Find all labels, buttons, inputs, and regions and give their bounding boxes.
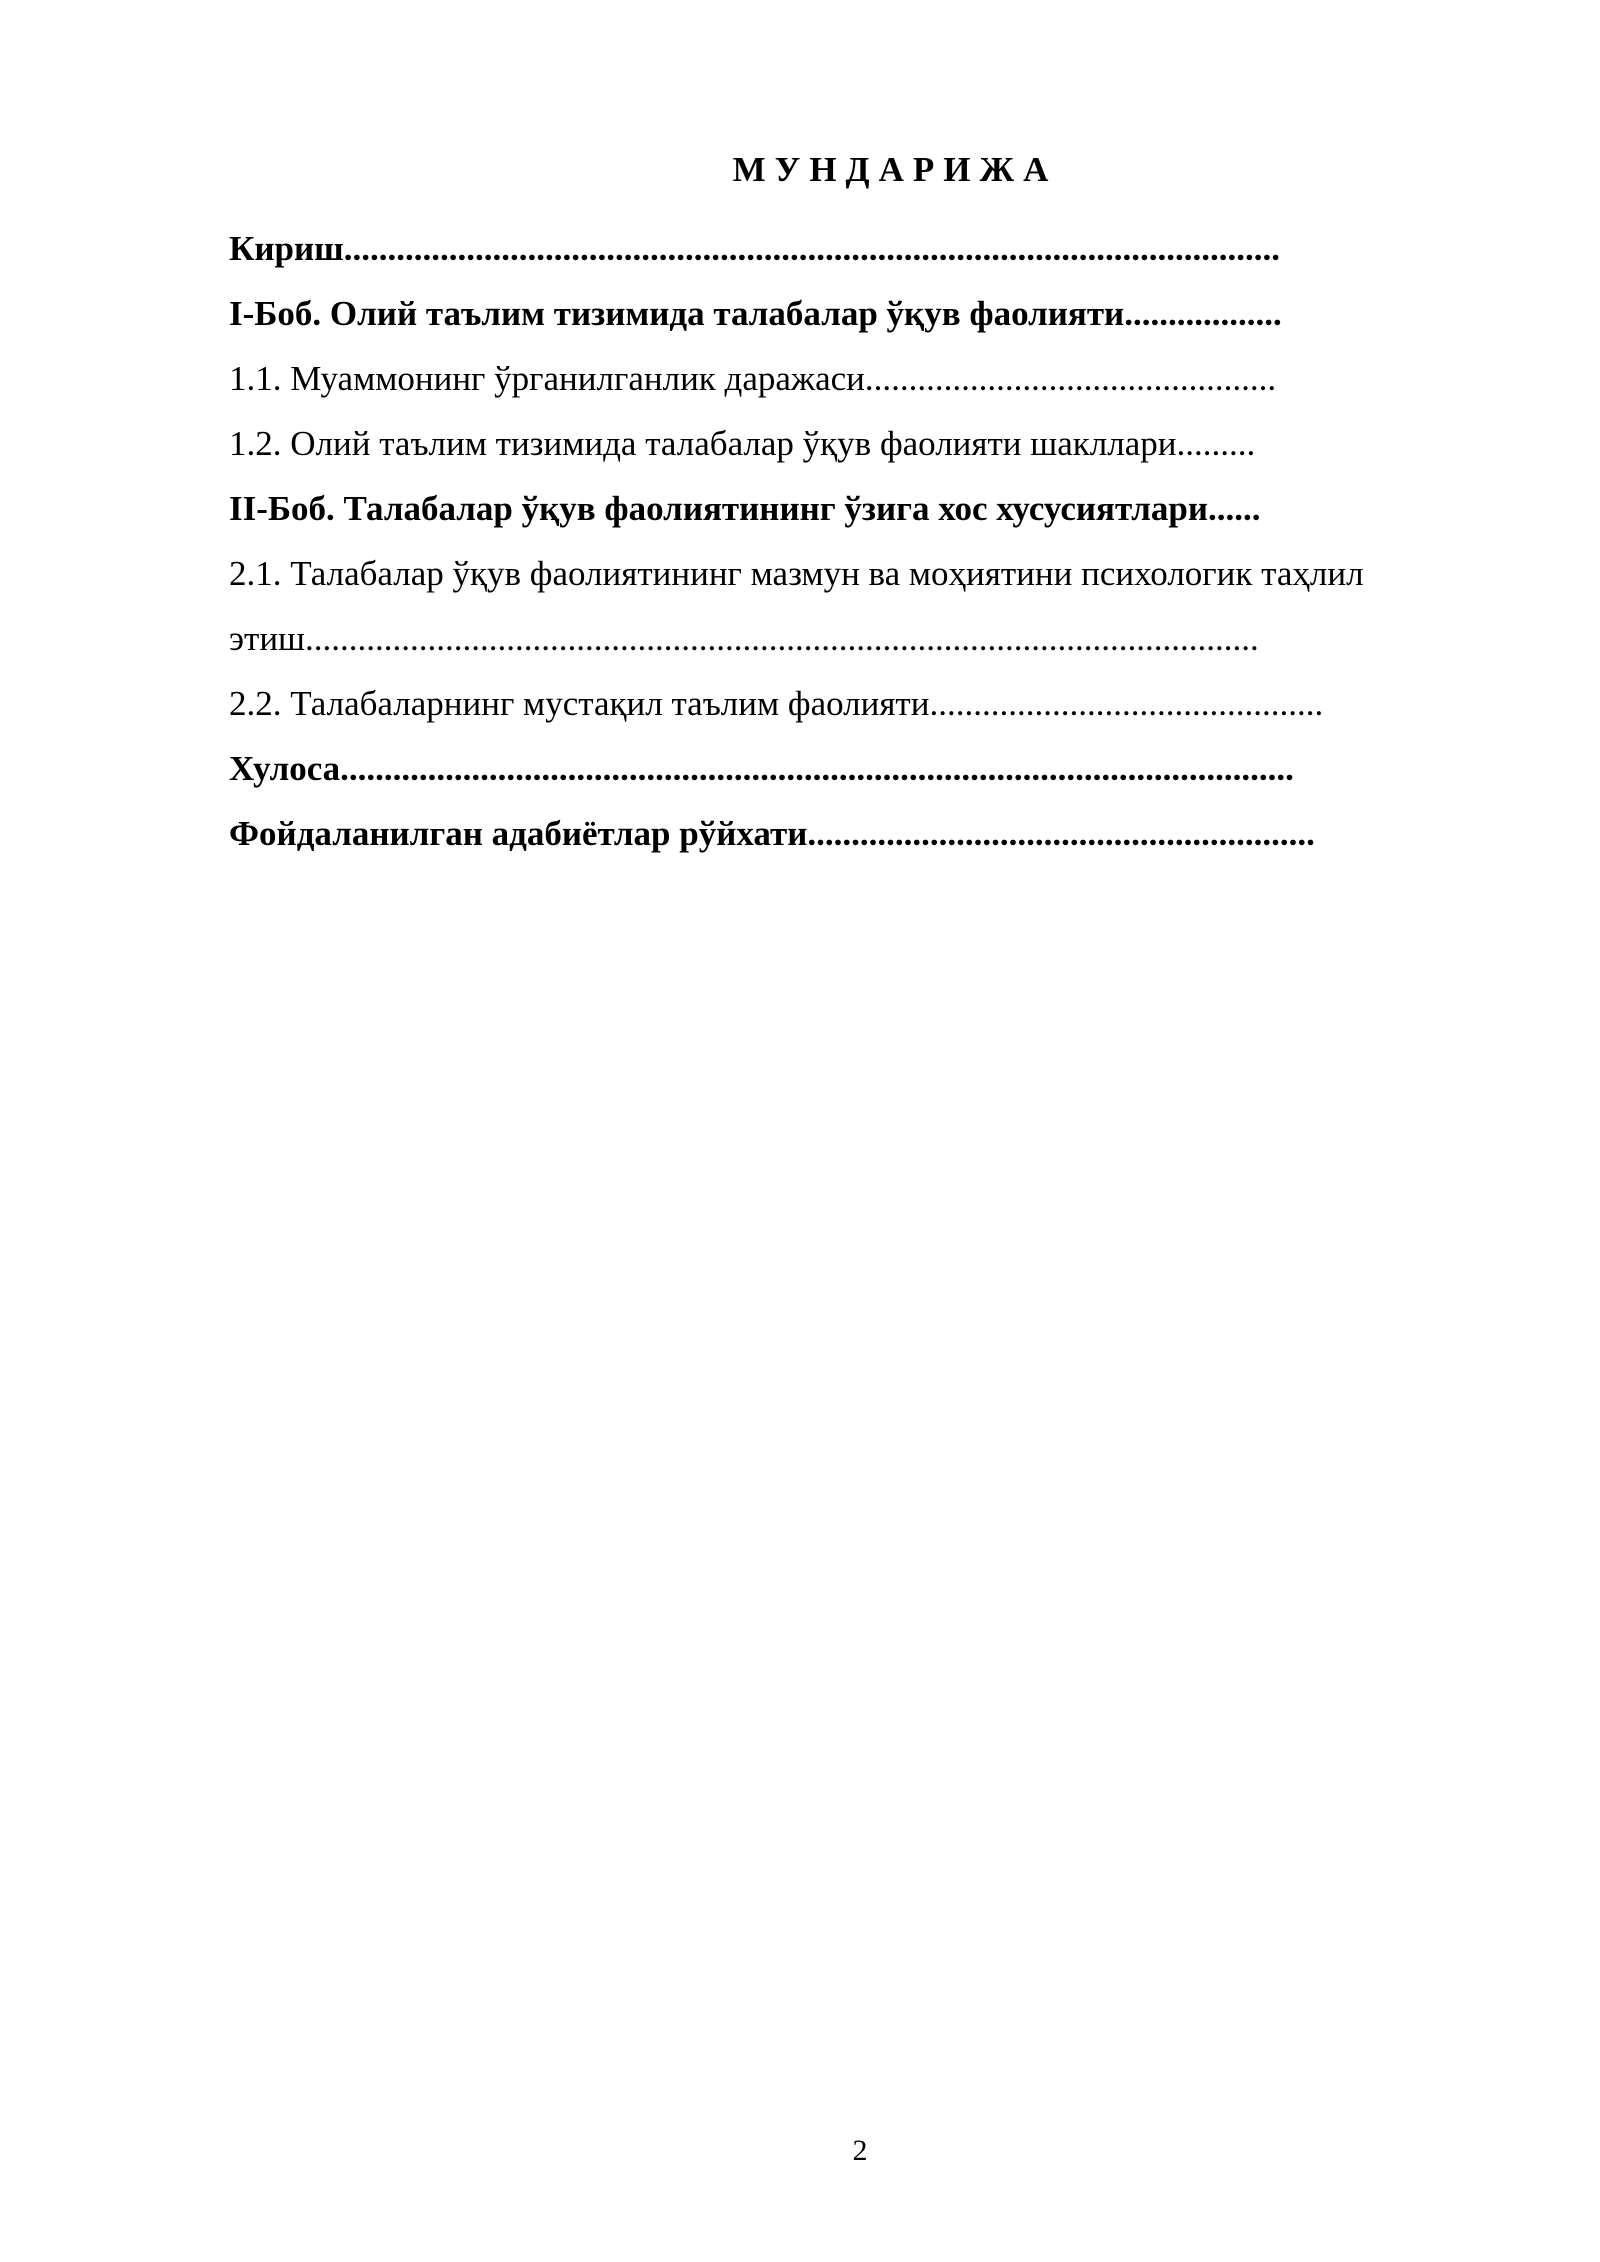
toc-title: МУНДАРИЖА <box>732 150 1058 189</box>
toc-entry-conclusion: Хулоса............................................................................................................. <box>229 749 1294 788</box>
toc-entry-section-2-2: 2.2. Талабаларнинг мустақил таълим фаолияти............................................. <box>229 684 1324 723</box>
toc-entry-section-2-1: 2.1. Талабалар ўқув фаолиятининг мазмун ва моҳиятини психологик таҳлил <box>229 554 1364 593</box>
toc-entry-section-1-2: 1.2. Олий таълим тизимида талабалар ўқув фаолияти шакллари......... <box>229 424 1256 463</box>
toc-entry-chapter-2: II-Боб. Талабалар ўқув фаолиятининг ўзига хос хусусиятлари...... <box>229 489 1261 528</box>
toc-entry-section-1-1: 1.1. Муаммонинг ўрганилганлик даражаси............................................... <box>229 359 1277 398</box>
page-number: 2 <box>852 2134 868 2167</box>
toc-entry-references: Фойдаланилган адабиётлар рўйхати.......................................................... <box>229 814 1315 853</box>
toc-list <box>229 216 1489 866</box>
toc-entry-introduction: Кириш........................................................................................................... <box>229 229 1280 268</box>
toc-entry-chapter-1: I-Боб. Олий таълим тизимида талабалар ўқув фаолияти.................. <box>229 294 1282 333</box>
toc-entry-section-2-1-continued: этиш............................................................................................................. <box>229 619 1259 658</box>
